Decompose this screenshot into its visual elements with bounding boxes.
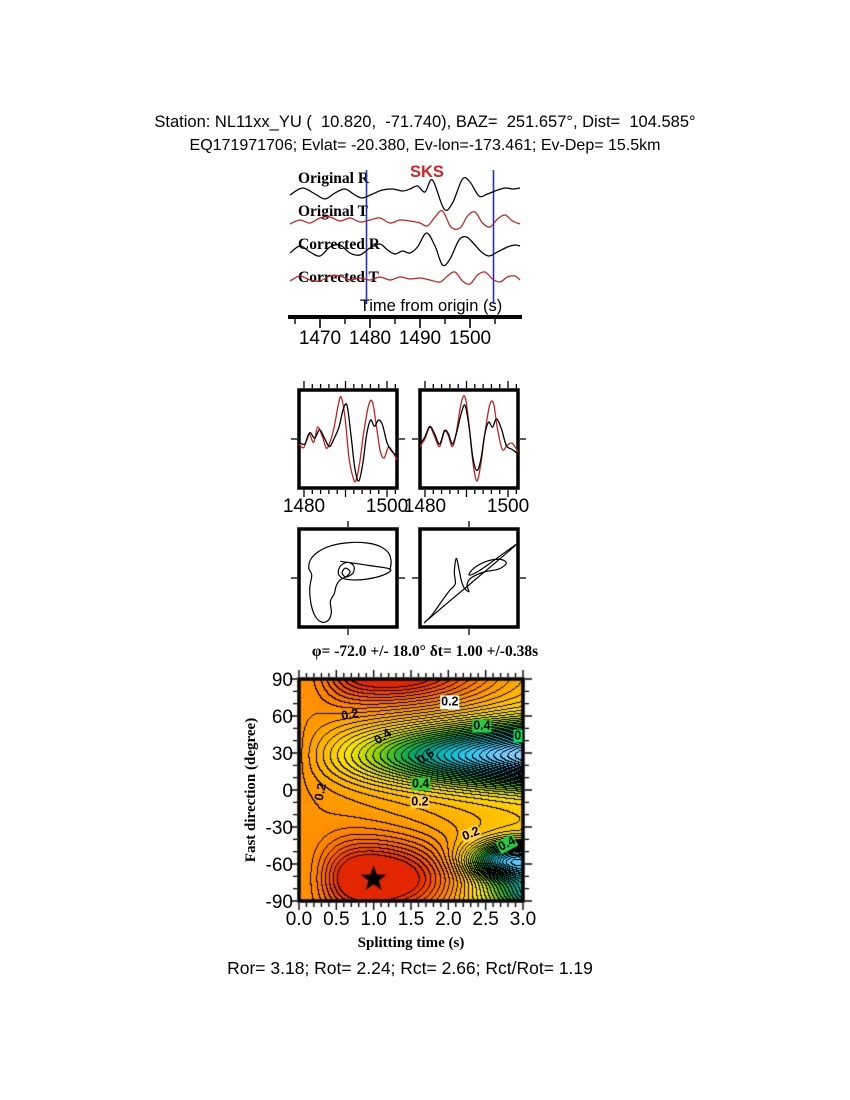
trace-label-corrected-t: Corrected T [298,269,379,286]
tick-label: 1480 [348,328,392,349]
contour-label: 0.4 [495,833,518,855]
tick-label: 30 [271,744,293,765]
tick-label: 1470 [298,328,342,349]
tick-label: 2.5 [472,909,499,930]
hodogram-uncorrected [289,519,409,639]
contour-label: 0.4 [473,718,491,733]
tick-label: 2.0 [435,909,462,930]
tick-label: 1500 [448,328,492,349]
trace-label-original-t: Original T [298,203,368,220]
tick-label: 1490 [398,328,442,349]
tick-label: 1.0 [360,909,387,930]
tick-label: -60 [265,855,293,876]
contour-label: 0.2 [312,782,330,803]
station-header: Station: NL11xx_YU ( 10.820, -71.740), BAZ= 251.657°, Dist= 104.585° [154,113,696,131]
contour-label: 0.2 [459,824,482,844]
tick-label: 0 [282,781,293,802]
contour-label: 0.4 [412,776,430,791]
tick-label: 1500 [486,496,530,517]
tick-label: 0.0 [285,909,313,930]
contour-label: 0.2 [411,794,429,809]
tick-label: -30 [265,818,293,839]
tick-label: -90 [265,892,293,913]
tick-label: 60 [271,707,293,728]
trace-label-corrected-r: Corrected R [298,236,380,253]
sks-phase-label: SKS [410,163,444,181]
contour-title: φ= -72.0 +/- 18.0° δt= 1.00 +/-0.38s [311,643,539,660]
contour-label: 0 [514,728,522,743]
trace-label-original-r: Original R [298,170,370,187]
tick-label: 1500 [365,496,409,517]
time-axis-label: Time from origin (s) [359,297,503,315]
pair-panel-corrected [410,380,530,500]
tick-label: 1480 [282,496,326,517]
tick-label: 1480 [403,496,447,517]
contour-label: 0.4 [371,725,394,748]
tick-label: 0.5 [323,909,350,930]
hodogram-corrected [410,519,530,639]
stats-footer: Ror= 3.18; Rot= 2.24; Rct= 2.66; Rct/Rot= 1.19 [227,958,593,978]
tick-label: 90 [271,670,293,691]
contour-label: 0.6 [414,745,437,767]
pair-panel-uncorrected [289,380,409,500]
contour-xlabel: Splitting time (s) [357,935,465,951]
contour-label: 0.2 [339,705,360,723]
event-header: EQ171971706; Evlat= -20.380, Ev-lon=-173.461; Ev-Dep= 15.5km [189,137,661,154]
tick-label: 3.0 [509,909,537,930]
tick-label: 1.5 [397,909,425,930]
contour-label: 0.2 [441,694,459,709]
contour-ylabel: Fast direction (degree) [243,717,259,863]
